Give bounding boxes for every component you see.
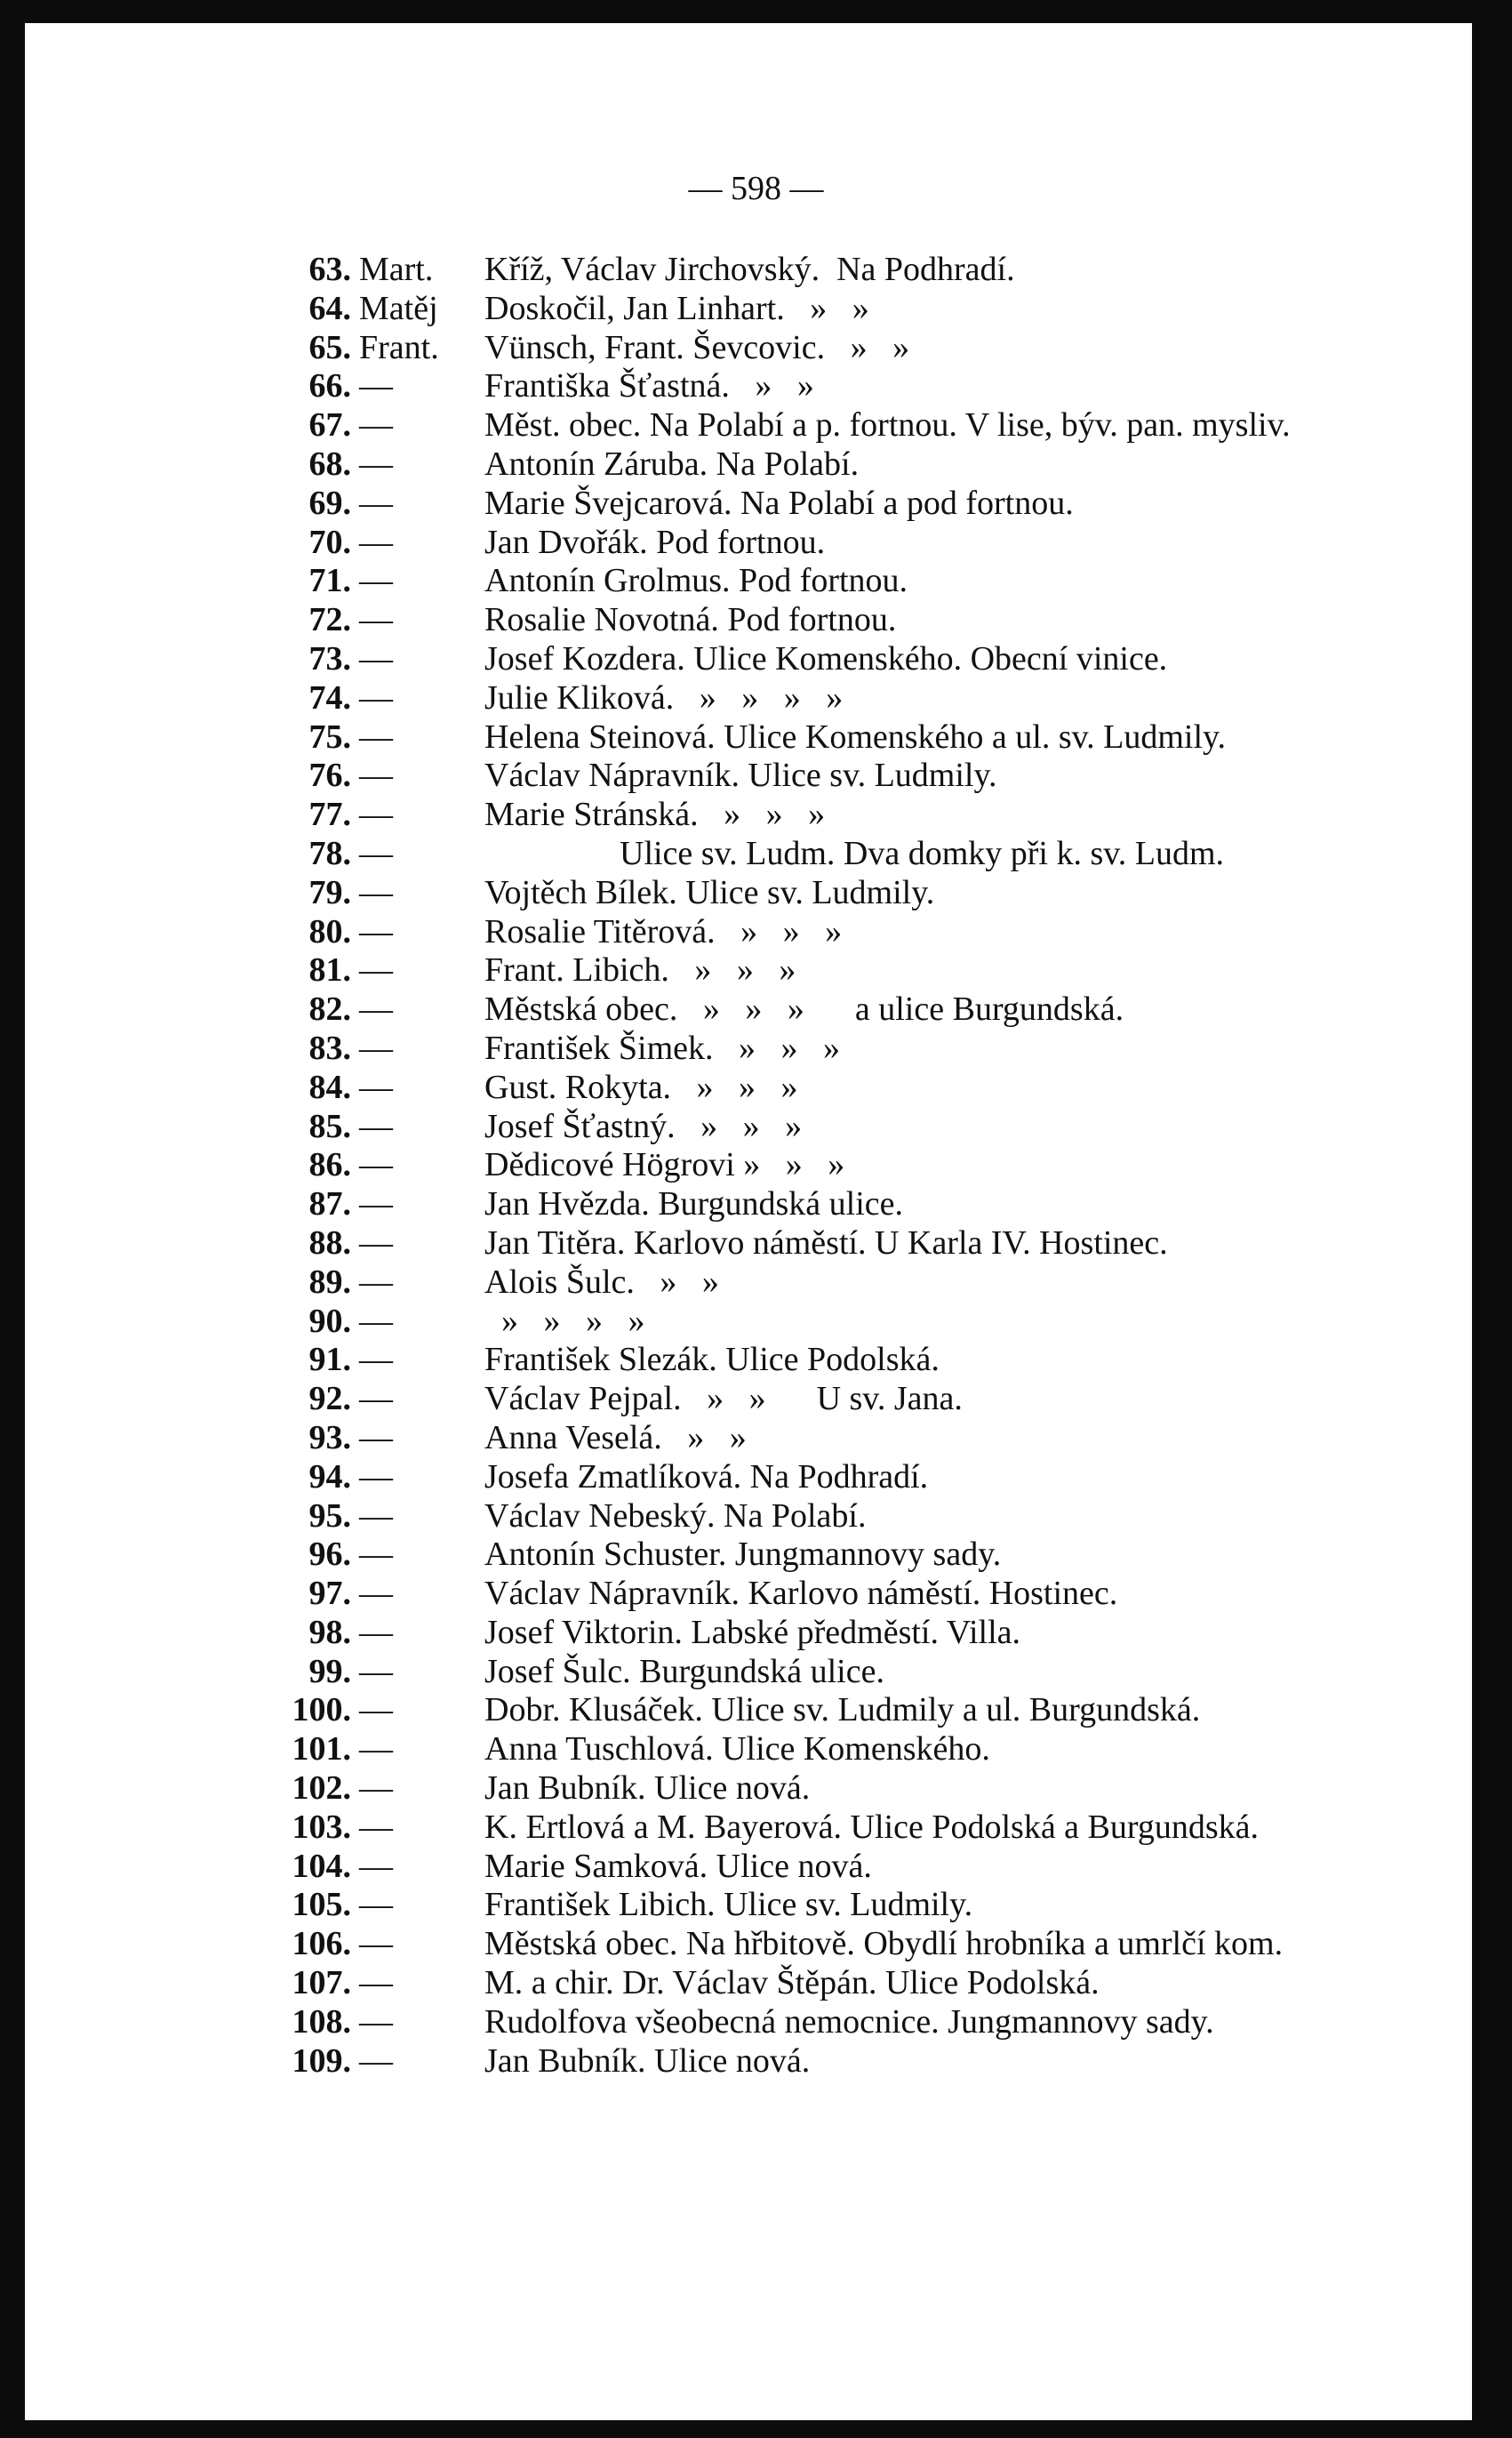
entry-number: 76. [308,757,351,795]
entry-number: 75. [308,718,351,756]
entry-text: Marie Stránská. » » » [484,796,826,834]
entry-number: 67. [308,406,351,445]
entry-first-name: — [359,1730,393,1768]
list-item [0,1614,1512,1653]
entry-first-name: — [359,718,393,756]
entry-text: František Libich. Ulice sv. Ludmily. [484,1886,973,1924]
entry-first-name: — [359,1769,393,1808]
entry-first-name: — [359,678,393,717]
list-item [0,1536,1512,1575]
list-item [0,718,1512,758]
entry-first-name: — [359,1263,393,1301]
entry-text: Antonín Grolmus. Pod fortnou. [484,562,908,600]
entry-first-name: — [359,1341,393,1379]
entry-first-name: — [359,1107,393,1145]
entry-first-name: — [359,1575,393,1613]
list-item [0,1380,1512,1419]
entry-first-name: — [359,1146,393,1184]
list-item [0,562,1512,601]
list-item [0,1224,1512,1263]
entry-text: Městská obec. Na hřbitově. Obydlí hrobníka a umrlčí kom. [484,1925,1284,1963]
entry-first-name: Mart. [359,251,434,288]
list-item [0,2042,1512,2081]
entry-text: Dědicové Högrovi » » » [484,1146,845,1184]
list-item [0,1108,1512,1147]
entry-number: 107. [292,1964,351,2002]
list-item [0,406,1512,445]
entry-text: Městská obec. » » » a ulice Burgundská. [484,990,1124,1029]
entry-number: 109. [292,2041,351,2080]
entry-text: Marie Samková. Ulice nová. [484,1847,872,1885]
entry-number: 95. [308,1496,351,1535]
entry-text: Josef Šťastný. » » » [484,1107,803,1145]
list-item [0,796,1512,835]
entry-first-name: — [359,1886,393,1924]
entry-number: 72. [308,601,351,639]
entry-number: 102. [292,1769,351,1808]
entry-text: Kříž, Václav Jirchovský. Na Podhradí. [484,251,1015,288]
entry-first-name: — [359,1496,393,1535]
list-item [0,290,1512,329]
entry-text: Dobr. Klusáček. Ulice sv. Ludmily a ul. Burgundská. [484,1691,1201,1729]
entry-text: Anna Veselá. » » [484,1418,747,1456]
list-item [0,1808,1512,1848]
entry-text: Helena Steinová. Ulice Komenského a ul. sv. Ludmily. [484,718,1227,756]
entry-number: 104. [292,1847,351,1885]
entry-text: Václav Nápravník. Karlovo náměstí. Hostinec. [484,1575,1118,1613]
entry-number: 79. [308,873,351,911]
entry-first-name: — [359,484,393,522]
entry-text: Josef Viktorin. Labské předměstí. Villa. [484,1613,1020,1651]
entry-text: Jan Hvězda. Burgundská ulice. [484,1185,904,1223]
list-item [0,2003,1512,2042]
entry-number: 90. [308,1302,351,1340]
entry-text: Jan Bubník. Ulice nová. [484,1769,811,1808]
entry-text: Anna Tuschlová. Ulice Komenského. [484,1730,990,1768]
entry-first-name: Matěj [359,289,438,327]
list-item [0,913,1512,952]
list-item [0,1925,1512,1964]
entry-first-name: — [359,873,393,911]
entry-first-name: — [359,1068,393,1106]
entry-first-name: — [359,951,393,990]
entry-number: 66. [308,367,351,405]
entry-number: 108. [292,2002,351,2041]
entry-text: » » » » [484,1302,645,1340]
entry-first-name: — [359,1613,393,1651]
list-item [0,990,1512,1030]
list-item [0,679,1512,718]
page-number: — 598 — [688,170,824,207]
entry-number: 71. [308,562,351,600]
entry-number: 80. [308,912,351,950]
entry-number: 96. [308,1536,351,1574]
entry-number: 94. [308,1457,351,1496]
list-item [0,1653,1512,1692]
list-item [0,874,1512,913]
entry-number: 65. [308,328,351,366]
entry-number: 73. [308,639,351,678]
list-item [0,251,1512,290]
list-item [0,640,1512,679]
entry-first-name: — [359,1380,393,1418]
entry-text: Vojtěch Bílek. Ulice sv. Ludmily. [484,873,935,911]
entry-text: František Slezák. Ulice Podolská. [484,1341,940,1379]
list-item [0,1458,1512,1497]
entry-first-name: — [359,2002,393,2041]
entry-number: 100. [292,1691,351,1729]
entry-text: Rosalie Novotná. Pod fortnou. [484,601,897,639]
entry-text: K. Ertlová a M. Bayerová. Ulice Podolská a Burgundská. [484,1808,1260,1846]
entry-number: 92. [308,1380,351,1418]
entry-text: Měst. obec. Na Polabí a p. fortnou. V lise, býv. pan. mysliv. [484,406,1291,445]
entry-number: 106. [292,1925,351,1963]
entry-first-name: — [359,834,393,872]
list-item [0,1575,1512,1614]
list-item [0,1341,1512,1380]
entry-text: Frant. Libich. » » » [484,951,796,990]
list-item [0,835,1512,874]
entry-number: 64. [308,289,351,327]
list-item [0,601,1512,640]
list-item [0,445,1512,485]
entry-text: M. a chir. Dr. Václav Štěpán. Ulice Podolská. [484,1964,1100,2002]
list-item [0,485,1512,524]
entry-first-name: — [359,912,393,950]
list-item [0,1030,1512,1069]
entry-number: 82. [308,990,351,1029]
entry-number: 63. [308,251,351,288]
entry-text: Františka Šťastná. » » [484,367,814,405]
entry-first-name: — [359,406,393,445]
entry-number: 103. [292,1808,351,1846]
list-item [0,1419,1512,1458]
entry-first-name: — [359,1302,393,1340]
entry-text: Václav Pejpal. » » U sv. Jana. [484,1380,963,1418]
entry-first-name: — [359,367,393,405]
entry-text: Antonín Schuster. Jungmannovy sady. [484,1536,1002,1574]
entry-first-name: — [359,1029,393,1067]
entry-first-name: — [359,1185,393,1223]
entry-number: 77. [308,796,351,834]
entry-text: Rudolfova všeobecná nemocnice. Jungmannovy sady. [484,2002,1214,2041]
entry-first-name: — [359,1223,393,1262]
entry-text: Rosalie Titěrová. » » » [484,912,843,950]
entry-text: Josef Kozdera. Ulice Komenského. Obecní vinice. [484,639,1168,678]
entry-first-name: — [359,1808,393,1846]
entry-number: 105. [292,1886,351,1924]
entry-number: 78. [308,834,351,872]
entry-first-name: — [359,2041,393,2080]
entry-number: 97. [308,1575,351,1613]
entry-number: 70. [308,523,351,561]
entry-number: 83. [308,1029,351,1067]
entry-first-name: — [359,601,393,639]
entry-number: 69. [308,484,351,522]
entry-number: 81. [308,951,351,990]
list-item [0,757,1512,796]
entry-text: Jan Titěra. Karlovo náměstí. U Karla IV. Hostinec. [484,1223,1168,1262]
entry-first-name: Frant. [359,328,439,366]
entry-text: Antonín Záruba. Na Polabí. [484,445,860,483]
entry-first-name: — [359,1847,393,1885]
entry-first-name: — [359,1691,393,1729]
entry-first-name: — [359,990,393,1029]
entry-number: 89. [308,1263,351,1301]
list-item [0,1886,1512,1925]
entry-first-name: — [359,1536,393,1574]
list-item [0,1069,1512,1108]
list-item [0,367,1512,406]
entry-number: 74. [308,678,351,717]
entry-number: 85. [308,1107,351,1145]
entry-number: 86. [308,1146,351,1184]
list-item [0,1185,1512,1224]
entry-list [0,251,1512,2081]
entry-number: 88. [308,1223,351,1262]
list-item [0,1848,1512,1887]
entry-number: 87. [308,1185,351,1223]
list-item [0,1769,1512,1808]
entry-first-name: — [359,796,393,834]
entry-text: Václav Nebeský. Na Polabí. [484,1496,867,1535]
entry-first-name: — [359,445,393,483]
entry-number: 68. [308,445,351,483]
entry-first-name: — [359,1652,393,1690]
list-item [0,329,1512,368]
entry-first-name: — [359,639,393,678]
entry-text: Julie Kliková. » » » » [484,678,844,717]
entry-text: Gust. Rokyta. » » » [484,1068,798,1106]
list-item [0,1303,1512,1342]
entry-text: Marie Švejcarová. Na Polabí a pod fortnou. [484,484,1074,522]
entry-text: Doskočil, Jan Linhart. » » [484,289,869,327]
entry-text: Josef Šulc. Burgundská ulice. [484,1652,884,1690]
entry-text: Alois Šulc. » » [484,1263,719,1301]
entry-text: Jan Dvořák. Pod fortnou. [484,523,826,561]
list-item [0,1146,1512,1185]
entry-number: 93. [308,1418,351,1456]
list-item [0,1497,1512,1536]
entry-number: 99. [308,1652,351,1690]
entry-first-name: — [359,1418,393,1456]
entry-number: 98. [308,1613,351,1651]
entry-text: Jan Bubník. Ulice nová. [484,2041,811,2080]
entry-text: Václav Nápravník. Ulice sv. Ludmily. [484,757,997,795]
list-item [0,524,1512,563]
entry-first-name: — [359,1925,393,1963]
entry-text: Ulice sv. Ludm. Dva domky při k. sv. Ludm. [484,834,1225,872]
entry-first-name: — [359,757,393,795]
entry-text: Josefa Zmatlíková. Na Podhradí. [484,1457,929,1496]
entry-number: 84. [308,1068,351,1106]
entry-number: 101. [292,1730,351,1768]
list-item [0,1964,1512,2003]
entry-first-name: — [359,523,393,561]
list-item [0,1730,1512,1769]
entry-number: 91. [308,1341,351,1379]
entry-first-name: — [359,1457,393,1496]
entry-text: Vünsch, Frant. Ševcovic. » » [484,328,910,366]
entry-text: František Šimek. » » » [484,1029,841,1067]
entry-first-name: — [359,1964,393,2002]
entry-first-name: — [359,562,393,600]
list-item [0,1691,1512,1730]
list-item [0,951,1512,990]
list-item [0,1263,1512,1303]
